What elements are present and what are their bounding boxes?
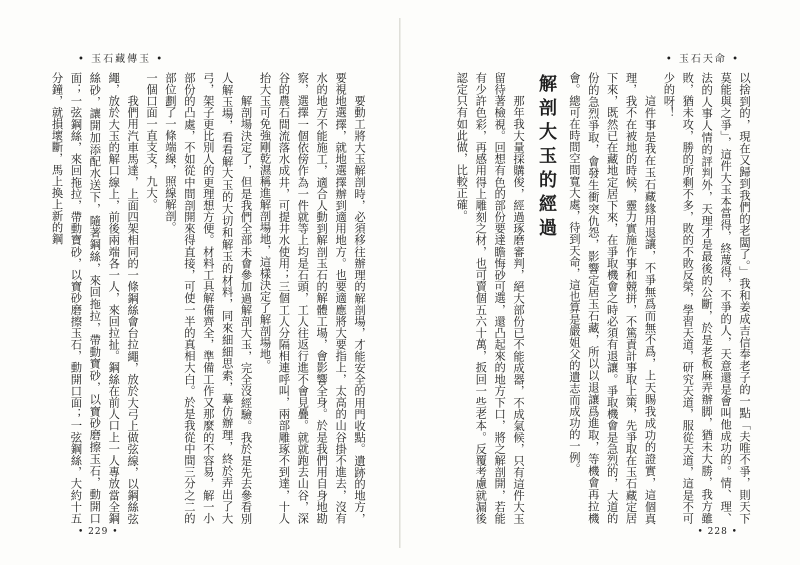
left-paragraph-4: 我們用汽車馬達，上面四架相同的一條鋼絲會台拉繩，放於大弓上做弦線，以鋼絲弦繩，放於大玉的解口線上，前後兩端各一人，來回拉扯。鋼絲在前人口上一人專放當全鋼絲砂，讓開加添配水送下，隨著鋼絲，來回拖拉，帶動寶砂，以寶砂磨擦玉石，動開口面；一弦鋼絲，來回拖拉，帶動寶砂，以寶砂磨擦玉石，動開口面；一弦鋼絲，大約十五分鐘，就損壞斷，馬上換上新的鋼 [50,72,140,524]
section-heading: 解剖大玉的經過 [535,74,557,242]
left-page-number: • 229 • [78,527,119,537]
right-paragraph-3: 那年我大量採購俊，經過琢磨審判，絕大部份已不能成器，不成氣候，只有這件大玉留待著檢視。回想有色的部份要達瞻悔砂可選，還凸起來的地方下口，將之解剖開，若能有少許色彩，再感用得上雕刻之材，也可賣個五六十萬，扳回一些老本。反覆考慮就漏後認定只有如此做，比較正確。 [455,72,526,524]
right-running-header: • 玉石天命 • [665,54,740,65]
right-paragraph-2: 這件事是我在玉石藏緣用退讓，不爭無爲而無不爲，上天賜我成功的證實，這個真理，我不在被地的時候，靈力實施作事和競拼，不篤責計事取上策，先爭取在玉石藏定居下來，既然已在藏地定居下來，在爭取機會之時必須有退讓。爭取機會是急烈的，大道的份的急烈爭取，會發生衝突仇怨，影響定居玉石藏，所以以退讓爲進取，等機會再拉機會。總可在時間空間寬大處，待到天命，這也算是嚴姐父的遺志而成功的一例。 [567,72,657,524]
left-paragraph-2: 解剖場決定了，但是我們全部未會參加過解剖大玉，完全沒經驗。我於是先去參看別人解玉場，看看解大玉的大切和解玉的材料，同來細細思索，摹仿辦理，終於弄出了大弓，架子更比別人的更理想方便。材料工具解備齊全，準備工作又那麼的不容易，解一小部份的凸處，不如從中間剖開來得直接，可使一半的真相大白。於是我從中間三分之二的部位劃了一條端線，照線解剖。 [163,72,253,524]
left-paragraph-3: 一個口面一直支支，九大。 [145,72,159,210]
right-page [401,0,800,565]
left-paragraph-1: 要動工將大玉解剖時，必須移往辦理的解剖場，才能安全的用門收點。遺跡的地方，要視地選擇，就地選擇辦到適用地方。也要適應將大要指上，太高的山谷掛不進去，沒有水的地方不能施工，適合人動到解剖玉石的解體工場，會影響全身。於是我們用自身地勘察，選擇一個依傍作為一件就等上均是石頭，工人往返行進不會見疊。就就跑去山谷，深谷的農石間流落水成井，可提井水使用；三個工人分隔相連呼叫，兩部雕琢不到達，十人抬大玉可免強剛乾濕稱進解剖場地，這樣決定了解剖場地。 [258,72,366,524]
right-text-block [455,72,753,524]
left-page [0,0,399,565]
right-paragraph-1: 以捨到的，現在又歸到我們的老闆了。」我和姜成吉信奉老子的一點「夫唯不爭，則天下莫能與之爭」，這件大玉本當得，終蔑得，不爭的人，天意還是會叫他成功的。情、理、法的人事人情的評判外，天理才是最後的公斷，於是老板麻弄辦脚，猶未大勝，我方雖敗，猶未攻，勝的所剩不多，敗的不敗反榮，學習天道，研究天道，服從天道，這是不可少的呀！ [662,72,751,524]
left-running-header: • 玉石藏傳玉 • [78,54,165,65]
right-page-number: • 228 • [697,527,738,537]
left-text-block [50,72,368,524]
